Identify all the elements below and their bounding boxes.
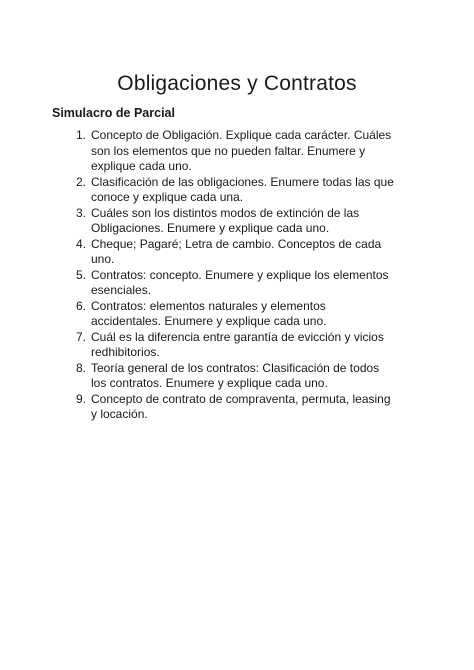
question-text: Cuál es la diferencia entre garantía de evicción y vicios redhibitorios. xyxy=(91,329,384,359)
question-item-1 xyxy=(52,128,397,175)
question-text: Contratos: elementos naturales y elementos accidentales. Enumere y explique cada uno. xyxy=(91,298,327,328)
question-item-6 xyxy=(52,299,397,330)
question-number: 8. xyxy=(75,360,86,375)
question-text: Concepto de contrato de compraventa, permuta, leasing y locación. xyxy=(91,391,391,421)
question-number: 1. xyxy=(75,128,86,142)
question-number: 7. xyxy=(75,329,86,344)
question-item-4 xyxy=(52,237,397,268)
question-number: 5. xyxy=(75,267,86,282)
document-title: Obligaciones y Contratos xyxy=(117,72,357,96)
question-number: 4. xyxy=(75,236,86,251)
question-text: Teoría general de los contratos: Clasificación de todos los contratos. Enumere y explique cada uno. xyxy=(91,360,380,390)
question-text: Concepto de Obligación. Explique cada carácter. Cuáles son los elementos que no pueden faltar. Enumere y explique cada uno. xyxy=(91,128,392,173)
question-list xyxy=(52,128,397,423)
question-item-7 xyxy=(52,330,397,361)
question-item-2 xyxy=(52,175,397,206)
question-number: 6. xyxy=(75,298,86,313)
question-number: 9. xyxy=(75,391,86,406)
section-heading: Simulacro de Parcial xyxy=(52,106,175,120)
question-item-3 xyxy=(52,206,397,237)
question-text: Cheque; Pagaré; Letra de cambio. Conceptos de cada uno. xyxy=(91,236,382,266)
question-number: 2. xyxy=(75,174,86,189)
question-item-8 xyxy=(52,361,397,392)
question-item-9 xyxy=(52,392,397,423)
question-text: Cuáles son los distintos modos de extinción de las Obligaciones. Enumere y explique cada uno. xyxy=(91,205,360,235)
question-text: Clasificación de las obligaciones. Enumere todas las que conoce y explique cada una. xyxy=(91,174,394,204)
question-number: 3. xyxy=(75,205,86,220)
question-text: Contratos: concepto. Enumere y explique los elementos esenciales. xyxy=(91,267,389,297)
question-item-5 xyxy=(52,268,397,299)
